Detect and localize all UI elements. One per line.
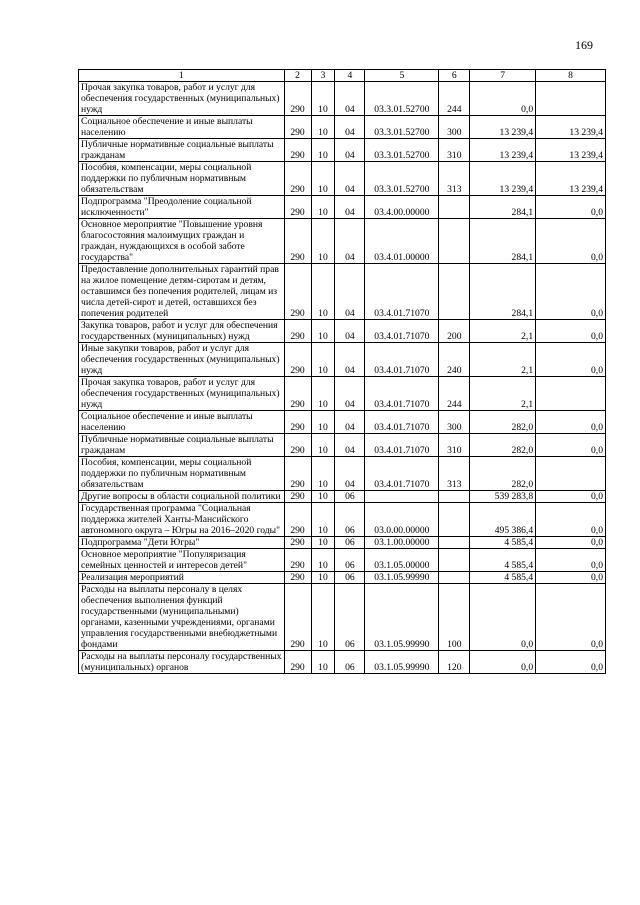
row-amount-cell: 13 239,4	[470, 116, 536, 139]
row-name-cell: Публичные нормативные социальные выплаты гражданам	[79, 434, 285, 457]
row-subsection-cell: 06	[335, 503, 365, 537]
row-code-cell: 290	[284, 219, 311, 264]
row-amount-2-cell: 0,0	[536, 503, 606, 537]
row-section-cell: 10	[311, 537, 335, 549]
table-row	[79, 162, 606, 196]
row-code-cell: 290	[284, 116, 311, 139]
row-expense-type-cell: 200	[439, 320, 470, 343]
row-subsection-cell: 06	[335, 584, 365, 651]
page-number: 169	[575, 38, 593, 52]
row-amount-2-cell: 0,0	[536, 651, 606, 674]
row-expense-type-cell: 100	[439, 584, 470, 651]
row-name-cell: Основное мероприятие "Популяризация семейных ценностей и интересов детей"	[79, 549, 285, 572]
table-row	[79, 651, 606, 674]
row-subsection-cell: 04	[335, 320, 365, 343]
row-code-cell: 290	[284, 457, 311, 491]
row-amount-cell: 13 239,4	[470, 139, 536, 162]
row-expense-type-cell	[439, 264, 470, 320]
row-amount-cell: 284,1	[470, 196, 536, 219]
row-code-cell: 290	[284, 549, 311, 572]
table-row	[79, 572, 606, 584]
row-amount-cell: 284,1	[470, 219, 536, 264]
row-amount-cell: 4 585,4	[470, 572, 536, 584]
row-subsection-cell: 04	[335, 411, 365, 434]
row-subsection-cell: 04	[335, 264, 365, 320]
header-cell: 5	[365, 70, 439, 82]
row-name-cell: Прочая закупка товаров, работ и услуг для обеспечения государственных (муниципальных) нужд	[79, 377, 285, 411]
row-name-cell: Закупка товаров, работ и услуг для обеспечения государственных (муниципальных) нужд	[79, 320, 285, 343]
row-code-cell: 290	[284, 196, 311, 219]
row-name-cell: Государственная программа "Социальная поддержка жителей Ханты-Мансийского автономного округа – Югры на 2016–2020 годы"	[79, 503, 285, 537]
row-amount-2-cell: 0,0	[536, 537, 606, 549]
header-cell: 2	[284, 70, 311, 82]
row-section-cell: 10	[311, 377, 335, 411]
row-target-article-cell: 03.1.05.00000	[365, 549, 439, 572]
row-section-cell: 10	[311, 139, 335, 162]
row-name-cell: Другие вопросы в области социальной политики	[79, 491, 285, 503]
table-row	[79, 457, 606, 491]
row-subsection-cell: 04	[335, 162, 365, 196]
row-name-cell: Социальное обеспечение и иные выплаты населению	[79, 411, 285, 434]
row-name-cell: Иные закупки товаров, работ и услуг для обеспечения государственных (муниципальных) нужд	[79, 343, 285, 377]
row-name-cell: Расходы на выплаты персоналу в целях обеспечения выполнения функций государственными (муниципальными) органами, казенными учреждениями, органами управления государственными внебюджетными фондами	[79, 584, 285, 651]
table-row	[79, 219, 606, 264]
row-name-cell: Основное мероприятие "Повышение уровня благосостояния малоимущих граждан и граждан, нуждающихся в особой заботе государства"	[79, 219, 285, 264]
header-cell: 1	[79, 70, 285, 82]
header-cell: 4	[335, 70, 365, 82]
row-expense-type-cell	[439, 219, 470, 264]
row-amount-2-cell: 0,0	[536, 572, 606, 584]
row-amount-cell: 13 239,4	[470, 162, 536, 196]
row-subsection-cell: 06	[335, 572, 365, 584]
row-name-cell: Публичные нормативные социальные выплаты гражданам	[79, 139, 285, 162]
row-section-cell: 10	[311, 549, 335, 572]
header-cell: 6	[439, 70, 470, 82]
row-expense-type-cell: 300	[439, 116, 470, 139]
row-name-cell: Социальное обеспечение и иные выплаты населению	[79, 116, 285, 139]
row-code-cell: 290	[284, 584, 311, 651]
row-amount-2-cell	[536, 82, 606, 116]
row-amount-cell: 282,0	[470, 411, 536, 434]
row-subsection-cell: 06	[335, 549, 365, 572]
row-section-cell: 10	[311, 196, 335, 219]
row-code-cell: 290	[284, 651, 311, 674]
table-row	[79, 139, 606, 162]
row-target-article-cell: 03.4.01.71070	[365, 343, 439, 377]
row-code-cell: 290	[284, 162, 311, 196]
table-row	[79, 503, 606, 537]
row-amount-2-cell: 0,0	[536, 320, 606, 343]
row-subsection-cell: 04	[335, 219, 365, 264]
table-row	[79, 343, 606, 377]
row-section-cell: 10	[311, 162, 335, 196]
row-code-cell: 290	[284, 343, 311, 377]
table-row	[79, 82, 606, 116]
table-row	[79, 116, 606, 139]
row-subsection-cell: 06	[335, 491, 365, 503]
row-target-article-cell	[365, 491, 439, 503]
row-section-cell: 10	[311, 503, 335, 537]
row-code-cell: 290	[284, 491, 311, 503]
row-expense-type-cell: 310	[439, 434, 470, 457]
row-target-article-cell: 03.3.01.52700	[365, 116, 439, 139]
row-code-cell: 290	[284, 320, 311, 343]
row-amount-cell: 282,0	[470, 457, 536, 491]
header-cell: 7	[470, 70, 536, 82]
row-expense-type-cell: 313	[439, 162, 470, 196]
row-target-article-cell: 03.3.01.52700	[365, 162, 439, 196]
row-expense-type-cell: 244	[439, 82, 470, 116]
row-amount-cell: 2,1	[470, 377, 536, 411]
row-code-cell: 290	[284, 572, 311, 584]
row-name-cell: Предоставление дополнительных гарантий прав на жилое помещение детям-сиротам и детям, оставшимся без попечения родителей, лицам из числа детей-сирот и детей, оставшихся без попечения родителей	[79, 264, 285, 320]
row-target-article-cell: 03.4.01.71070	[365, 320, 439, 343]
row-amount-cell: 284,1	[470, 264, 536, 320]
row-section-cell: 10	[311, 434, 335, 457]
row-subsection-cell: 04	[335, 377, 365, 411]
row-section-cell: 10	[311, 572, 335, 584]
row-subsection-cell: 04	[335, 434, 365, 457]
row-amount-cell: 0,0	[470, 584, 536, 651]
row-name-cell: Подпрограмма "Дети Югры"	[79, 537, 285, 549]
row-code-cell: 290	[284, 377, 311, 411]
row-target-article-cell: 03.4.01.71070	[365, 377, 439, 411]
header-cell: 3	[311, 70, 335, 82]
row-amount-cell: 2,1	[470, 343, 536, 377]
row-target-article-cell: 03.4.01.71070	[365, 434, 439, 457]
row-name-cell: Пособия, компенсации, меры социальной поддержки по публичным нормативным обязательствам	[79, 162, 285, 196]
row-amount-2-cell: 0,0	[536, 584, 606, 651]
row-amount-2-cell: 0,0	[536, 411, 606, 434]
row-expense-type-cell	[439, 537, 470, 549]
row-amount-cell: 539 283,8	[470, 491, 536, 503]
row-target-article-cell: 03.4.00.00000	[365, 196, 439, 219]
row-amount-2-cell: 0,0	[536, 491, 606, 503]
row-section-cell: 10	[311, 411, 335, 434]
row-section-cell: 10	[311, 82, 335, 116]
row-target-article-cell: 03.4.01.71070	[365, 411, 439, 434]
row-section-cell: 10	[311, 491, 335, 503]
row-amount-cell: 4 585,4	[470, 537, 536, 549]
row-code-cell: 290	[284, 537, 311, 549]
row-amount-cell: 0,0	[470, 82, 536, 116]
row-section-cell: 10	[311, 116, 335, 139]
row-section-cell: 10	[311, 584, 335, 651]
row-amount-2-cell	[536, 457, 606, 491]
row-subsection-cell: 04	[335, 139, 365, 162]
row-expense-type-cell: 120	[439, 651, 470, 674]
table-row	[79, 537, 606, 549]
row-amount-cell: 4 585,4	[470, 549, 536, 572]
row-expense-type-cell: 313	[439, 457, 470, 491]
row-section-cell: 10	[311, 651, 335, 674]
row-name-cell: Прочая закупка товаров, работ и услуг для обеспечения государственных (муниципальных) нужд	[79, 82, 285, 116]
row-amount-2-cell: 13 239,4	[536, 162, 606, 196]
row-code-cell: 290	[284, 503, 311, 537]
row-amount-2-cell: 0,0	[536, 343, 606, 377]
row-amount-2-cell: 0,0	[536, 549, 606, 572]
row-subsection-cell: 04	[335, 196, 365, 219]
row-subsection-cell: 06	[335, 651, 365, 674]
row-amount-2-cell: 0,0	[536, 196, 606, 219]
row-section-cell: 10	[311, 264, 335, 320]
row-target-article-cell: 03.1.00.00000	[365, 537, 439, 549]
row-code-cell: 290	[284, 434, 311, 457]
header-cell: 8	[536, 70, 606, 82]
row-expense-type-cell	[439, 549, 470, 572]
row-section-cell: 10	[311, 219, 335, 264]
row-expense-type-cell: 300	[439, 411, 470, 434]
table-row	[79, 584, 606, 651]
row-expense-type-cell	[439, 196, 470, 219]
row-amount-cell: 282,0	[470, 434, 536, 457]
row-amount-2-cell: 0,0	[536, 264, 606, 320]
row-section-cell: 10	[311, 343, 335, 377]
table-row	[79, 549, 606, 572]
row-subsection-cell: 06	[335, 537, 365, 549]
row-amount-2-cell	[536, 377, 606, 411]
table-row	[79, 434, 606, 457]
row-target-article-cell: 03.0.00.00000	[365, 503, 439, 537]
row-section-cell: 10	[311, 457, 335, 491]
row-subsection-cell: 04	[335, 343, 365, 377]
row-expense-type-cell: 240	[439, 343, 470, 377]
table-row	[79, 377, 606, 411]
row-amount-2-cell: 0,0	[536, 219, 606, 264]
row-amount-2-cell: 13 239,4	[536, 116, 606, 139]
row-amount-cell: 0,0	[470, 651, 536, 674]
row-amount-2-cell: 0,0	[536, 434, 606, 457]
row-subsection-cell: 04	[335, 457, 365, 491]
row-target-article-cell: 03.4.01.71070	[365, 264, 439, 320]
row-subsection-cell: 04	[335, 116, 365, 139]
row-code-cell: 290	[284, 264, 311, 320]
row-target-article-cell: 03.1.05.99990	[365, 572, 439, 584]
row-name-cell: Пособия, компенсации, меры социальной поддержки по публичным нормативным обязательствам	[79, 457, 285, 491]
table-row	[79, 491, 606, 503]
row-target-article-cell: 03.3.01.52700	[365, 139, 439, 162]
table-row	[79, 320, 606, 343]
row-expense-type-cell	[439, 491, 470, 503]
table-body	[79, 82, 606, 674]
row-name-cell: Реализация мероприятий	[79, 572, 285, 584]
row-amount-cell: 2,1	[470, 320, 536, 343]
row-subsection-cell: 04	[335, 82, 365, 116]
row-expense-type-cell	[439, 572, 470, 584]
row-name-cell: Расходы на выплаты персоналу государственных (муниципальных) органов	[79, 651, 285, 674]
row-expense-type-cell: 244	[439, 377, 470, 411]
row-code-cell: 290	[284, 139, 311, 162]
table-header-row	[79, 70, 606, 82]
row-code-cell: 290	[284, 82, 311, 116]
row-target-article-cell: 03.4.01.71070	[365, 457, 439, 491]
table-row	[79, 264, 606, 320]
row-name-cell: Подпрограмма "Преодоление социальной исключенности"	[79, 196, 285, 219]
row-target-article-cell: 03.3.01.52700	[365, 82, 439, 116]
row-code-cell: 290	[284, 411, 311, 434]
row-expense-type-cell	[439, 503, 470, 537]
row-amount-2-cell: 13 239,4	[536, 139, 606, 162]
row-amount-cell: 495 386,4	[470, 503, 536, 537]
row-expense-type-cell: 310	[439, 139, 470, 162]
table-row	[79, 196, 606, 219]
budget-table	[78, 69, 606, 674]
row-target-article-cell: 03.1.05.99990	[365, 651, 439, 674]
table-row	[79, 411, 606, 434]
row-section-cell: 10	[311, 320, 335, 343]
row-target-article-cell: 03.4.01.00000	[365, 219, 439, 264]
row-target-article-cell: 03.1.05.99990	[365, 584, 439, 651]
